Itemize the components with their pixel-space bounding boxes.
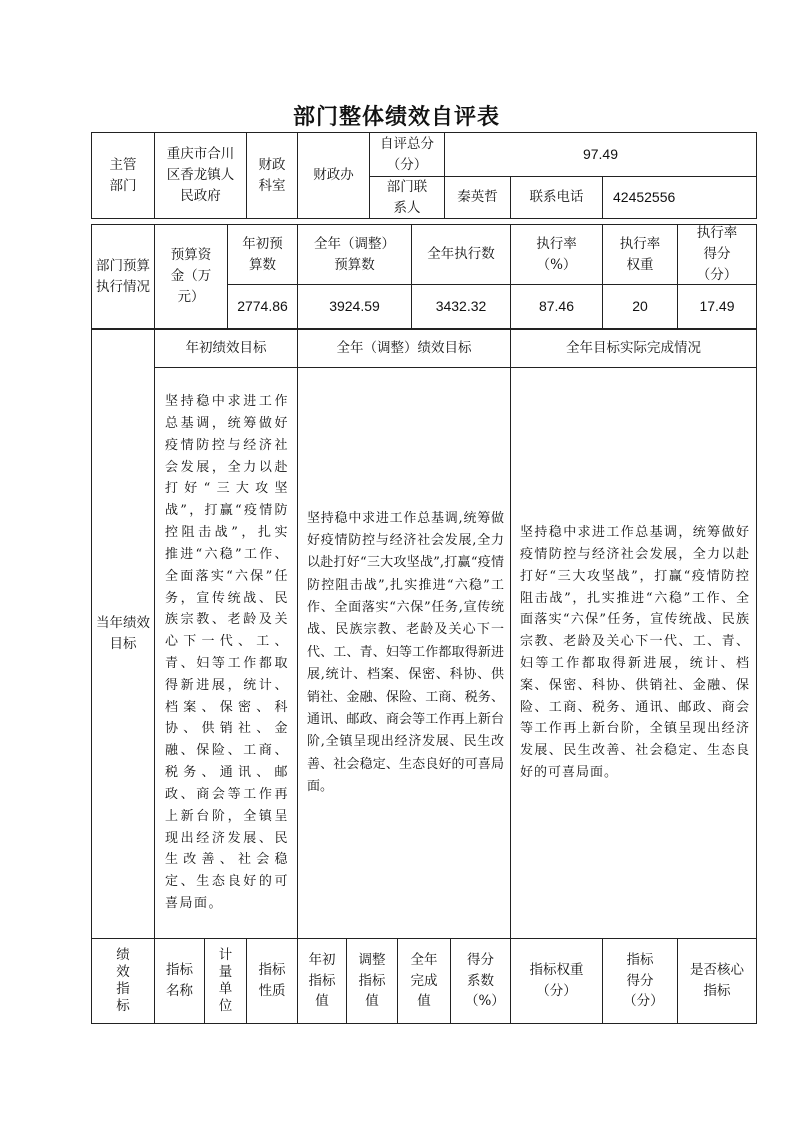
ind-col-initial: 年初指标值 xyxy=(297,938,347,1024)
ind-col-nature: 指标性质 xyxy=(246,938,298,1024)
contact-name: 秦英哲 xyxy=(444,176,511,219)
indicators-section-label: 绩效指标 xyxy=(91,938,155,1024)
ind-col-weight: 指标权重（分） xyxy=(510,938,603,1024)
score-label: 自评总分（分） xyxy=(369,132,445,177)
budget-val-rate: 87.46 xyxy=(510,284,603,329)
contact-label: 部门联系人 xyxy=(369,176,445,219)
office-label: 财政科室 xyxy=(246,132,298,219)
budget-col-rate: 执行率（%） xyxy=(510,224,603,285)
dept-value: 重庆市合川区香龙镇人民政府 xyxy=(154,132,247,219)
budget-val-adjusted: 3924.59 xyxy=(297,284,412,329)
budget-col-adjusted: 全年（调整）预算数 xyxy=(297,224,412,285)
goals-col-initial: 年初绩效目标 xyxy=(154,329,298,368)
goals-col-actual: 全年目标实际完成情况 xyxy=(510,329,757,368)
goals-initial-text: 坚持稳中求进工作总基调，统筹做好疫情防控与经济社会发展，全力以赴打好“三大攻坚战”，打赢“疫情防控阻击战”，扎实推进“六稳”工作、全面落实“六保”任务，宣传统战、民族宗教、老龄及关心下一代、工、青、妇等工作都取得新进展，统计、档案、保密、科协、供销社、金融、保险、工商、税务、通讯、邮政、商会等工作再上新台阶，全镇呈现出经济发展、民生改善、社会稳定、生态良好的可喜局面。 xyxy=(154,367,298,939)
office-value: 财政办 xyxy=(297,132,370,219)
ind-col-completed: 全年完成值 xyxy=(397,938,451,1024)
budget-val-initial: 2774.86 xyxy=(227,284,298,329)
ind-col-coefficient: 得分系数（%） xyxy=(450,938,511,1024)
phone-value: 42452556 xyxy=(602,176,757,219)
budget-col-weight: 执行率权重 xyxy=(602,224,678,285)
budget-col-score: 执行率得分（分） xyxy=(677,224,757,285)
dept-label: 主管部门 xyxy=(91,132,155,219)
budget-val-executed: 3432.32 xyxy=(411,284,511,329)
budget-funds-label: 预算资金（万元） xyxy=(154,224,228,329)
budget-col-executed: 全年执行数 xyxy=(411,224,511,285)
phone-label: 联系电话 xyxy=(510,176,603,219)
budget-col-initial: 年初预算数 xyxy=(227,224,298,285)
score-value: 97.49 xyxy=(444,132,757,177)
ind-col-score: 指标得分（分） xyxy=(602,938,678,1024)
goals-actual-text: 坚持稳中求进工作总基调，统筹做好疫情防控与经济社会发展，全力以赴打好“三大攻坚战”，打赢“疫情防控阻击战”，扎实推进“六稳”工作、全面落实“六保”任务，宣传统战、民族宗教、老龄及关心下一代、工、青、妇等工作都取得新进展，统计、档案、保密、科协、供销社、金融、保险、工商、税务、通讯、邮政、商会等工作再上新台阶，全镇呈现出经济发展、民生改善、社会稳定、生态良好的可喜局面。 xyxy=(510,367,757,939)
budget-val-weight: 20 xyxy=(602,284,678,329)
goals-section-label: 当年绩效目标 xyxy=(91,329,155,939)
page-title: 部门整体绩效自评表 xyxy=(292,104,500,130)
ind-col-name: 指标名称 xyxy=(154,938,205,1024)
ind-col-unit: 计量单位 xyxy=(204,938,247,1024)
goals-adjusted-text: 坚持稳中求进工作总基调,统筹做好疫情防控与经济社会发展,全力以赴打好“三大攻坚战”,打赢“疫情防控阻击战”,扎实推进“六稳”工作、全面落实“六保”任务,宣传统战、民族宗教、老龄及关心下一代、工、青、妇等工作都取得新进展,统计、档案、保密、科协、供销社、金融、保险、工商、税务、通讯、邮政、商会等工作再上新台阶,全镇呈现出经济发展、民生改善、社会稳定、生态良好的可喜局面。 xyxy=(297,367,511,939)
ind-col-adjusted: 调整指标值 xyxy=(346,938,398,1024)
goals-col-adjusted: 全年（调整）绩效目标 xyxy=(297,329,511,368)
budget-section-label: 部门预算执行情况 xyxy=(91,224,155,329)
ind-col-core: 是否核心指标 xyxy=(677,938,757,1024)
budget-val-score: 17.49 xyxy=(677,284,757,329)
